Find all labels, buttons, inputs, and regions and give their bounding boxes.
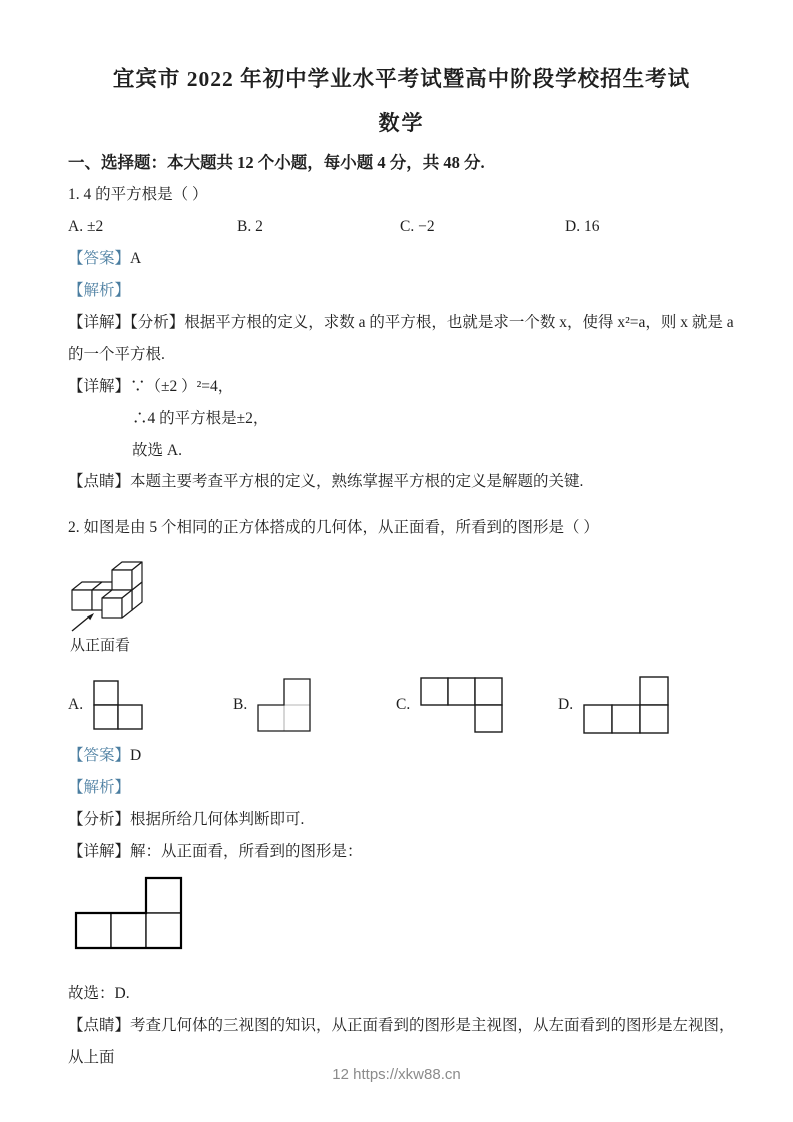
- cube-stack-figure: [68, 548, 183, 632]
- q2-option-c-figure: [420, 677, 503, 733]
- q2-options-row: [68, 676, 735, 734]
- q2-option-a: [68, 680, 233, 730]
- answer-marker: 【答案】: [68, 250, 131, 268]
- q2-option-d-letter: D.: [558, 696, 574, 714]
- analysis-marker: 【解析】: [68, 778, 131, 796]
- q1-option-c: C. −2: [400, 218, 435, 236]
- q1-answer-line: [68, 243, 735, 275]
- q2-option-d-figure: [583, 676, 669, 734]
- q2-detail-1: 【分析】根据所给几何体判断即可.: [68, 810, 305, 828]
- q2-option-c: [396, 677, 558, 733]
- q2-option-b-figure: [257, 678, 311, 732]
- q2-option-c-letter: C.: [396, 696, 411, 714]
- q1-option-d: D. 16: [565, 218, 600, 236]
- q2-figure-block: [68, 548, 735, 656]
- q2-detail-2: 【详解】解：从正面看，所看到的图形是：: [68, 842, 363, 860]
- page-title: 宜宾市 2022 年初中学业水平考试暨高中阶段学校招生考试: [112, 67, 691, 91]
- page-footer: 12 https://xkw88.cn: [332, 1066, 461, 1083]
- q2-question: 2. 如图是由 5 个相同的正方体搭成的几何体，从正面看，所看到的图形是（ ）: [68, 519, 599, 537]
- q1-analysis-line: [68, 275, 735, 307]
- q2-option-b-letter: B.: [233, 696, 248, 714]
- section-heading: 一、选择题：本大题共 12 个小题，每小题 4 分，共 48 分.: [68, 153, 485, 172]
- q1-detail-4: 故选 A.: [132, 441, 182, 459]
- q2-tip: 【点睛】考查几何体的三视图的知识，从正面看到的图形是主视图，从左面看到的图形是左视图，从上面: [68, 1016, 735, 1066]
- q1-answer-value: A: [130, 250, 142, 268]
- q2-detail-3: 故选：D.: [68, 984, 130, 1002]
- q2-answer-value: D: [130, 747, 142, 765]
- q2-option-a-letter: A.: [68, 696, 84, 714]
- q1-tip: 【点睛】本题主要考查平方根的定义，熟练掌握平方根的定义是解题的关键.: [68, 473, 584, 491]
- q1-options-row: [68, 211, 735, 243]
- q1-detail-1: 【详解】【分析】根据平方根的定义，求数 a 的平方根，也就是求一个数 x，使得 x²=a，则 x 就是 a 的一个平方根.: [68, 313, 734, 363]
- q2-answer-line: [68, 740, 735, 772]
- q1-detail-3: ∴4 的平方根是±2，: [132, 409, 269, 427]
- q1-detail-2: 【详解】∵（±2 ）²=4，: [68, 377, 234, 395]
- analysis-marker: 【解析】: [68, 281, 131, 299]
- q2-figure-caption: 从正面看: [70, 638, 131, 655]
- q2-option-a-figure: [93, 680, 143, 730]
- answer-marker: 【答案】: [68, 747, 131, 765]
- view-direction-arrow: [72, 613, 94, 631]
- q2-analysis-line: [68, 772, 735, 804]
- q2-option-d: [558, 676, 735, 734]
- q1-option-b: B. 2: [237, 218, 263, 236]
- q2-answer-figure: [74, 876, 184, 951]
- q2-option-b: [233, 678, 396, 732]
- q1-question: 1. 4 的平方根是（ ）: [68, 186, 208, 204]
- subject-title: 数学: [378, 111, 425, 135]
- q1-option-a: A. ±2: [68, 218, 104, 236]
